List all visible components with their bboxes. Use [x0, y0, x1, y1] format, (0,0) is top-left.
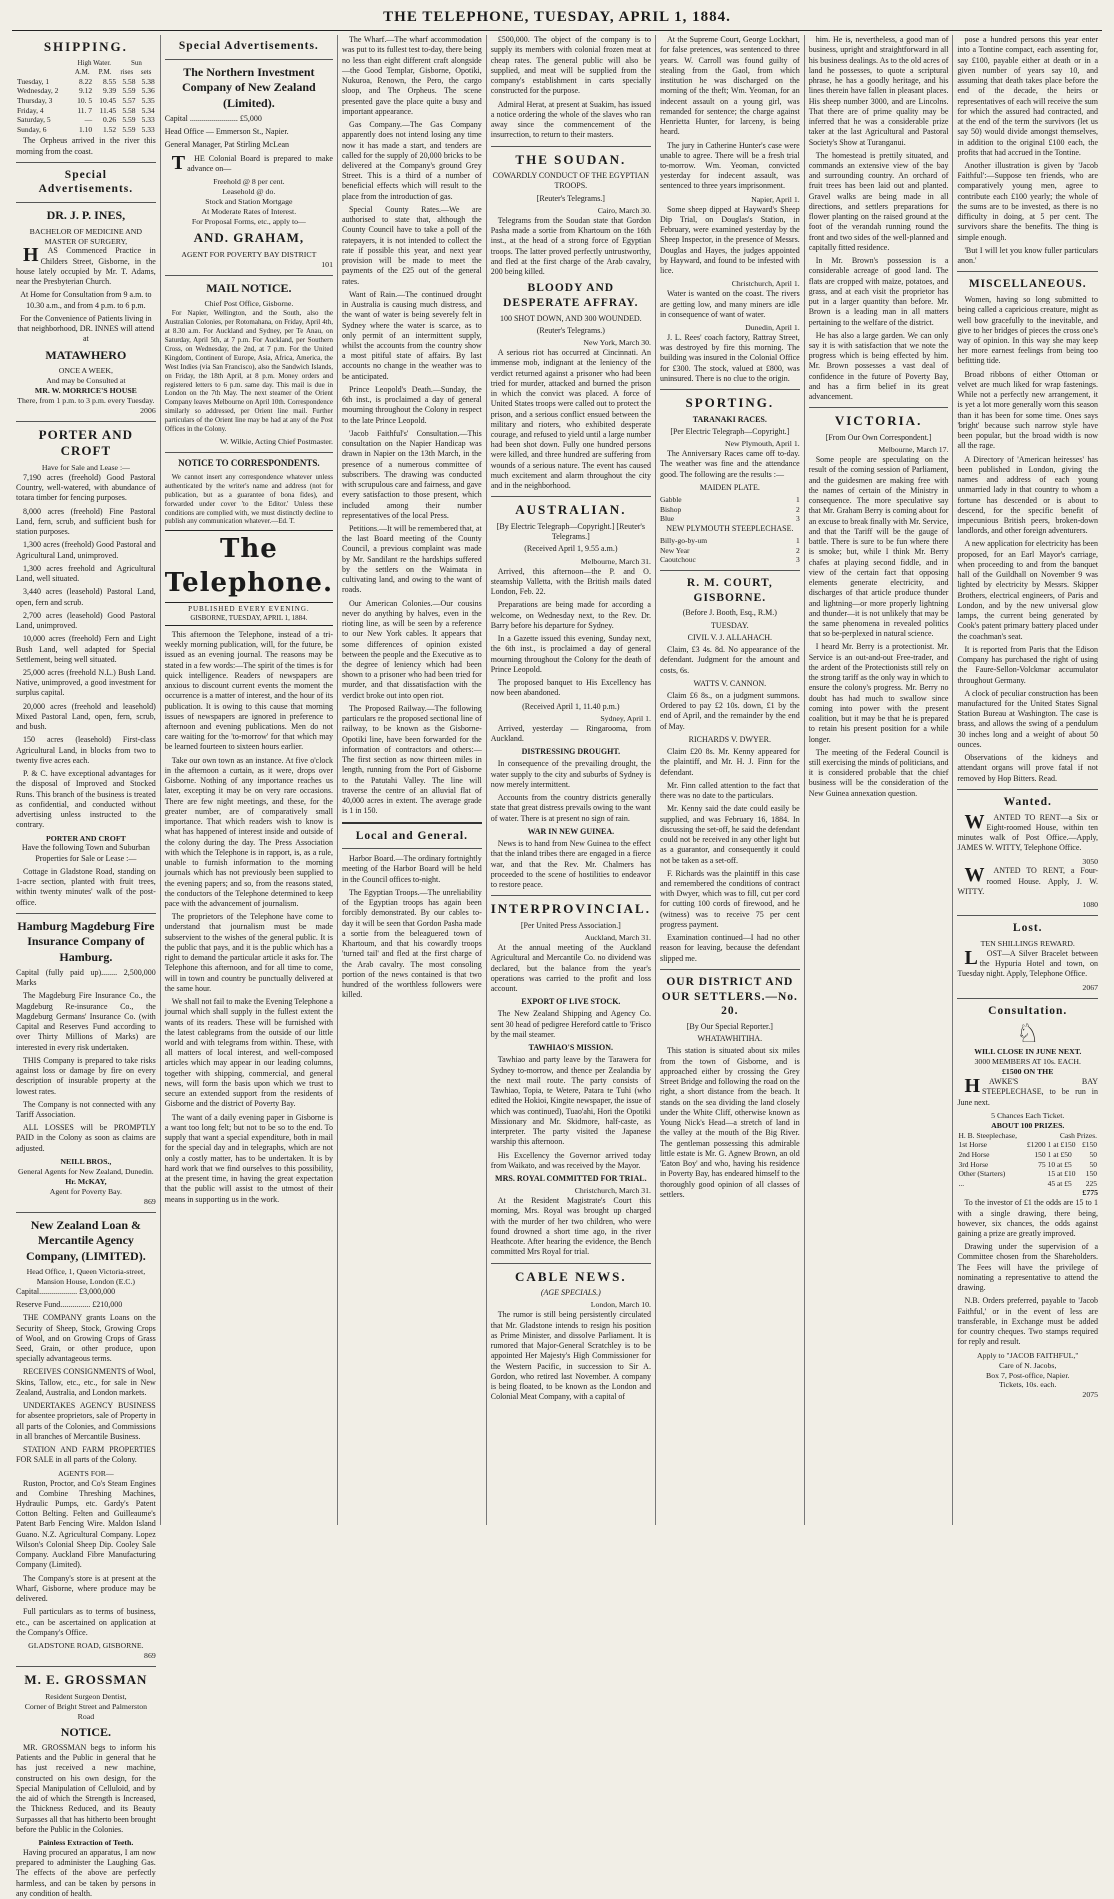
tide-row: Thursday, 3 10. 5 10.45 5.57 5.35	[17, 95, 155, 105]
tide-table: High Water. Sun A.M. P.M. rises sets Tuesday, 1 8.22 8.55 5.58 5.38 Wednesday, 2 9.12 9.39 5.59 5.36 Thursday, 3 10. 5 10.45 5.57 5.35 Friday, 4 11. 7 11.45 5.58 5.34 Saturday, 5 — 0.26 5.59 5.33 Sunday, 6 1.10 1.52 5.59 5.33	[17, 58, 155, 134]
porter-list-item: 20,000 acres (freehold and leasehold) Mixed Pastoral Land, open, fern, scrub, and bush.	[16, 701, 156, 732]
ines-hours: At Home for Consultation from 9 a.m. to 10.30 a.m., and from 4 p.m. to 6 p.m.	[20, 290, 152, 310]
editorial-p2: Take our own town as an instance. At five o'clock in the afternoon a curtain, as it were, drops over Gisborne. Nothing of any importance reaches us later, excepting it may be on very rare occasions. There are few night meetings, and these, for the greater number, are of comparatively small importance. That which readers wish to know is what has happened of interest inside and outside of the colony during the day. The Press Association with which the Telephone is in rapport, is, as a rule, unable to furnish information to the morning journals which has not previously been supplied to the evening papers; and so, from the reasons stated, the conductors of the Telephone determined to keep pace with the advancement of journalism.	[164, 755, 333, 908]
race-result-row: New Year 2	[659, 545, 800, 555]
tide-row: Friday, 4 11. 7 11.45 5.58 5.34	[17, 105, 155, 115]
porter-list-item: 8,000 acres (freehold) Fine Pastoral Land, fern, scrub, and sufficient bush for station purposes.	[16, 506, 156, 537]
wharf-para: The Wharf.—The wharf accommodation was put to its fullest test to-day, there being no less than eight different craft alongside—the Good Templar, Gisborne, Opotiki, Nukuroa, Renown, the Pero, the cargo sloop, and The Orpheus. The scene presented gave the place quite a busy and important appearance.	[341, 35, 482, 116]
mail-body: For Napier, Wellington, and the South, also the Australian Colonies, per Rotomahana, on Friday, April 4th, at 8.30 a.m. For Auckland and Sydney, per Te Anau, on Saturday, April 5th, at 7 p.m. For Auckland, per Southern Cross, on Wednesday, the 2nd, at 7 p.m. For the United Kingdom, Continent of Europe, Asia, Africa, America, the West Indies (via San Francisco), also the Sandwich Islands, on Friday, the 18th April, at 8 p.m. Money orders and registered letters to 6 p.m. same day. This mail is due in London on the 7th May. The next steamer of the Orient Company leaves Melbourne on April 10th. Correspondence similarly so addressed, per Orient line mail. Further particulars of the Orient line may be had at any of the Post Offices in the Colony.	[164, 308, 333, 434]
special-ads-2-heading: Special Advertisements.	[178, 40, 319, 53]
porter-notice: P. & C. have exceptional advantages for the disposal of Improved and Stocked Runs. This branch of the business is treated as confidential, and conducted without advertising unless instructed to the contrary.	[16, 769, 156, 830]
editorial-p5: The want of a daily evening paper in Gisborne is a want too long felt; but not to be so to the end. To supply that want a special expenditure, both in mail for the special day and in telegraphs, which are not only a costly matter, has to be undertaken. It is by hard work that we find ourselves to this possibility, at the present time, in having the great expectation that the public will assist to the utmost of their means in supporting us in the work.	[164, 1112, 333, 1204]
local-heading: Local and General.	[355, 829, 468, 842]
shipping-heading: SHIPPING.	[43, 39, 128, 55]
prize-row: Other (Starters) 15 at £10 150	[958, 1169, 1098, 1179]
porter-list-item: 3,440 acres (leasehold) Pastoral Land, open, fern and scrub.	[16, 587, 156, 607]
porter-list-item: 2,700 acres (leasehold) Good Pastoral Land, unimproved.	[16, 610, 156, 631]
special-ads-heading: Special Advertisements.	[38, 168, 134, 196]
maiden-results	[660, 495, 800, 524]
ines-title: BACHELOR OF MEDICINE AND MASTER OF SURGERY,	[29, 226, 143, 246]
column-3: The Wharf.—The wharf accommodation was put to its fullest test to-day, there being no less than eight different craft alongside—the Good Templar, Gisborne, Opotiki, Nukuroa, Renown, the Pero, the cargo sloop, and The Orpheus. The scene presented gave the place quite a busy and important appearance. Gas Company.—The Gas Company apparently does not intend losing any time now it has made a start, and tenders are called for the supply of 20,000 bricks to be delivered at the Company's ground Grey Street. This is a third of a number of beneficial effects which will result to the place from the introduction of gas. Special County Rates.—We are authorised to state that, although the County Council have to take a poll of the ratepayers, it is not intended to collect the rate if possible this year, and next year provision will be made to meet the payments of the £25 out of the general rates. Want of Rain.—The continued drought in Australia is causing much distress, and the want of water is being severely felt in Sydney where the water is scarce, as to only permit of an intermittent supply, whilst the accounts from the country show a most pitiful state of affairs. By last accounts no change in the weather was to be anticipated. Prince Leopold's Death.—Sunday, the 6th inst., is proclaimed a day of general mourning throughout the Colony in respect to the late Prince Leopold. 'Jacob Faithful's' Consultation.—This consultation on the Napier Handicap was drawn in Napier on the 13th March, in the presence of a numerous committee of subscribers. The drawing was conducted with scrupulous care and fairness, and gave every satisfaction to those present, which included among their number representatives of the local Press. Petitions.—It will be remembered that, at the last Board meeting of the County Council, a previous complaint was made by Mr. Sandilant re the hardships suffered by the settlers on the Waimata in cultivating land, and owing to the want of roads. Our American Colonies.—Our cousins never do anything by halves, even in the rioting line, as will be seen by a reference to our New York cables. It appears that some differences of opinion existed between the people and the Executive as to the degree of leniency which had been shown to a prisoner who had been tried for murder, and that dissatisfaction with the verdict broke out into open riot. The Proposed Railway.—The following particulars re the proposed sectional line of railway, to be known as the Gisborne-Opotiki line, have been forwarded for the information of contractors and others:—The first section as now thirteen miles in length, running from the Port of Gisborne to the Patutahi Valley. The line will traverse the centre of an alluvial flat of 40,000 acres in extent. The average grade is 1 in 150. Local and General. Harbor Board.—The ordinary fortnightly meeting of the Harbor Board will be held in the Council offices to-night. The Egyptian Troops.—The unreliability of the Egyptian troops has again been forcibly demonstrated. By our cables to-day it will be seen that Gordon Pasha made a sortie from the beleaguered town of Khartoum, and that his cowardly troops 'turned tail' and fled at the first charge of the Arab cavalry. The most consoling portion of the news contained is that two hundred of the worthless followers were killed.	[338, 35, 487, 1525]
sporting-heading: SPORTING.	[685, 395, 775, 411]
porter-list-item: 10,000 acres (freehold) Fern and Light Bush Land, well adapted for Special Settlement, being well situated.	[16, 634, 156, 664]
race-result-row: Blue 3	[659, 514, 800, 524]
shipping-note: The Orpheus arrived in the river this morning from the coast.	[16, 136, 156, 156]
race-result-row: Billy-go-by-um 1	[659, 536, 800, 546]
masthead	[12, 8, 1102, 31]
tide-row: Wednesday, 2 9.12 9.39 5.59 5.36	[17, 86, 155, 96]
correspondents-heading: NOTICE TO CORRESPONDENTS.	[178, 458, 320, 469]
editorial-p3: The proprietors of the Telephone have come to understand that journalism must be made subservient to the wishes of the general public. It is the public that pays, and it is the public which has a right to demand the particular article it asks for. The Telephone this afternoon, and for all time to come, will in town and country be punctually delivered at the same hour.	[164, 912, 333, 993]
race-result-row: Bishop 2	[659, 504, 800, 514]
tide-row: Saturday, 5 — 0.26 5.59 5.33	[17, 115, 155, 125]
porter-list-item: 7,190 acres (freehold) Good Pastoral Country, well-watered, with abundance of totara timber for fencing purposes.	[16, 473, 156, 503]
telephone-banner: The Telephone.	[165, 530, 333, 603]
hamburg-name: Hamburg Magdeburg Fire Insurance Company of Hamburg.	[17, 918, 155, 964]
bloody-heading: BLOODY AND DESPERATE AFFRAY.	[503, 282, 639, 309]
editorial-p4: We shall not fail to make the Evening Telephone a journal which shall supply in the fullest extent the wants of its readers. These will be furnished with the latest cablegrams from the outside of our little world and with telegrams from within. These, with all matters of local interest, and well-composed articles which may appear in our leading columns, together with shipping, commercial, and general news, will form the basis upon which we trust to secure an extended support from the residents of Gisborne and the district of Poverty Bay.	[164, 997, 333, 1109]
porter-list-item: 150 acres (leasehold) First-class Agricultural Land, in blocks from two to twenty five acres each.	[16, 735, 156, 765]
cable-heading: CABLE NEWS.	[515, 1268, 627, 1284]
prize-row: 2nd Horse 150 1 at £50 50	[958, 1149, 1098, 1159]
lost-heading: Lost.	[1012, 922, 1043, 935]
masthead-title: THE TELEPHONE, TUESDAY, APRIL 1, 1884.	[383, 9, 731, 25]
rm-court-heading: R. M. COURT, GISBORNE.	[686, 576, 773, 604]
editorial-p1: This afternoon the Telephone, instead of a tri-weekly morning publication, will, for the future, be issued as an evening journal. The reasons may be stated in a few words:—The spirit of the times is for quick intelligence. Readers of newspapers are anxious to discount current events the moment the occurrence is a matter of interest, and the hour of its publication. It is owing to this cause that morning issues of newspapers are ignored in preference to afternoon and evening publications. Men do not care waiting for the 'to-morrow' for that which may be learned fourteen to sixteen hours earlier.	[164, 629, 333, 752]
mail-heading: MAIL NOTICE.	[206, 280, 292, 295]
ines-body: HAS Commenced Practice in Childers Street, Gisborne, in the house lately occupied by Mr. T. Adams, near the Presbyterian Church.	[16, 244, 156, 287]
nia-name: The Northern Investment Company of New Zealand (Limited).	[182, 64, 316, 110]
matawhero: MATAWHERO	[45, 347, 127, 362]
consultation-heading: Consultation.	[988, 1004, 1068, 1017]
nzloan-name: New Zealand Loan & Mercantile Agency Company, (LIMITED).	[26, 1217, 146, 1263]
prize-row: 1st Horse £1200 1 at £150 £150	[958, 1140, 1098, 1150]
misc-heading: MISCELLANEOUS.	[968, 278, 1087, 291]
porter-list-item: 1,300 acres (freehold) Good Pastoral and Agricultural Land, unimproved.	[16, 540, 156, 560]
interprovincial-heading: INTERPROVINCIAL.	[490, 901, 651, 917]
column-1: SHIPPING. High Water. Sun A.M. P.M. rises sets Tuesday, 1 8.22 8.55 5.58 5.38 Wednesday, 2 9.12 9.39 5.59 5.36 Thursday, 3 10. 5 10.45 5.57 5.35 Friday, 4 11. 7 11.45 5.58 5.34 Saturday, 5 — 0.26 5.59 5.33 Sunday, 6 1.10 1.52 5.59 5.33 The Orpheus arrived in the river this morning from the coast. Special Advertisements. DR. J. P. INES, BACHELOR OF MEDICINE AND MASTER OF SURGERY, HAS Commenced Practice in Childers Street, Gisborne, in the house lately occupied by Mr. T. Adams, near the Presbyterian Church. At Home for Consultation from 9 a.m. to 10.30 a.m., and from 4 p.m. to 6 p.m. For the Convenience of Patients living in that neighborhood, DR. INNES will attend at MATAWHERO ONCE A WEEK, And may be Consulted at MR. W. MORRICE'S HOUSE There, from 1 p.m. to 3 p.m. every Tuesday. 2006 PORTER AND CROFT Have for Sale and Lease :— 7,190 acres (freehold) Good Pastoral Country, well-watered, with abundance of totara timber for fencing purposes. 8,000 acres (freehold) Fine Pastoral Land, fern, scrub, and sufficient bush for station purposes. 1,300 acres (freehold) Good Pastoral and Agricultural Land, unimproved. 1,300 acres freehold and Agricultural Land, well situated. 3,440 acres (leasehold) Pastoral Land, open, fern and scrub. 2,700 acres (leasehold) Good Pastoral Land, unimproved. 10,000 acres (freehold) Fern and Light Bush Land, well adapted for Special Settlement, being well situated. 25,000 acres (freehold N.L.) Bush Land. Native, unimproved, a good investment for surplus capital. 20,000 acres (freehold and leasehold) Mixed Pastoral Land, open, fern, scrub, and bush. 150 acres (leasehold) First-class Agricultural Land, in blocks from two to twenty five acres each. P. & C. have exceptional advantages for the disposal of Improved and Stocked Runs. This branch of the business is treated as confidential, and conducted without advertising unless instructed to the contrary. PORTER AND CROFT Have the following Town and Suburban Properties for Sale or Lease :— Cottage in Gladstone Road, standing on 1-acre section, planted with fruit trees, within twenty minutes' walk of the post-office. Hamburg Magdeburg Fire Insurance Company of Hamburg. Capital (fully paid up)........ 2,500,000 Marks The Magdeburg Fire Insurance Co., the Magdeburg Re-insurance Co., the Magdeburg Germans' Insurance Co. (with Capital and Reserves Fund according to over Thirty Millions of Marks) are interested in every risk undertaken. THIS Company is prepared to take risks against loss or damage by fire on every description of insurable property at the lowest rates. The Company is not connected with any Tariff Association. ALL LOSSES will be PROMPTLY PAID in the Colony as soon as claims are adjusted. NEILL BROS., General Agents for New Zealand, Dunedin. Hr. McKAY, Agent for Poverty Bay. 869 New Zealand Loan & Mercantile Agency Company, (LIMITED). Head Office, 1, Queen Victoria-street, Mansion House, London (E.C.) Capital................... £3,000,000 Reserve Fund............... £210,000 THE COMPANY grants Loans on the Security of Sheep, Stock, Growing Crops of Wool, and on Growing Crops of Grass Seed, Grain, or other produce, upon specially advantageous terms. RECEIVES CONSIGNMENTS of Wool, Skins, Tallow, etc., etc., for sale in New Zealand, Australia, and London markets. UNDERTAKES AGENCY BUSINESS for absentee proprietors, sale of Property in all parts of the Colonies, and Commissions in all branches of Mercantile Business. STATION AND FARM PROPERTIES FOR SALE in all parts of the Colony. AGENTS FOR— Ruston, Proctor, and Co's Steam Engines and Combine Threshing Machines, Hydraulic Pumps, etc. Gardy's Patent Cotton Belting. Felten and Guilleaume's Patent Barb Fencing Wire. Maldon Island Guano. N.Z. Agricultural Company. Lopez Wilson's Colonial Sheep Dip. Cooley Sale Company. Auckland Fibre Manufacturing Company (Limited). The Company's store is at present at the Wharf, Gisborne, where produce may be delivered. Full particulars as to terms of business, etc., can be ascertained on application at the Company's Office. GLADSTONE ROAD, GISBORNE. 869 M. E. GROSSMAN Resident Surgeon Dentist, Corner of Bright Street and Palmerston Road NOTICE. MR. GROSSMAN begs to inform his Patients and the Public in general that he has just received a new machine, constructed on his own design, for the Special Manipulation of Celluloid, and by the aid of which the Strength is Increased, the Thickness Reduced, and its Beauty Surpasses all that has hitherto been brought before the Public in the Colonies. Painless Extraction of Teeth. Having procured an apparatus, I am now prepared to administer the Laughing Gas. The effects of the above are perfectly harmless, and can be taken by persons in any condition of health.	[12, 35, 161, 1525]
porter-items	[16, 473, 156, 766]
wanted-heading: Wanted.	[1003, 795, 1052, 808]
district-heading: OUR DISTRICT AND OUR SETTLERS.—No. 20.	[661, 975, 798, 1018]
ines-matawhero: For the Convenience of Patients living in that neighborhood, DR. INNES will attend at	[17, 313, 155, 344]
column-6: him. He is, nevertheless, a good man of business, upright and straightforward in all his business dealings. As to the old acres of land he possesses, to quote a scriptural phrase, he has a goodly heritage, and his lines therein have fallen in pleasant places. His sheep number 3000, and are Lincolns. That there are of prime quality may be inferred that he was a considerable prize taker at the last Agricultural and Pastoral Society's Show at Turanganui. The homestead is prettily situated, and commands an extensive view of the bay and surrounding country. An orchard of fruit trees has been laid out and planted. Gravel walks are being made in all directions, and settlers preparations for flower planting on the raised ground at the foot of the verandah running round the front and two sides of the well-planned and capitally fitted residence. In Mr. Brown's possession is a considerable acreage of good land. The flats are cropped with maize, potatoes, and grass, and at each visit the proprietor has put in a larger quantity than before. Mr. Brown is a leading man in all matters pertaining to the welfare of the district. He has also a large garden. We can only say it is with satisfaction that we note the progress which is being effected by him. Mr. Brown possesses a vast deal of confidence in the future of Poverty Bay, and has a firm belief in its great advancement. VICTORIA. [From Our Own Correspondent.] Melbourne, March 17. Some people are speculating on the result of the coming session of Parliament, and the guidesmen are making free with the names of certain of the Ministry in consequence. The more speculative say that Mr. Graham Berry is coming about for an excuse to break finally with Mr. Service, and that the Tariff will be the gauge of battle. There is sure to be fun where there is smoke; but, while I think Mr. Berry chafes at playing second fiddle, and in view of the certain fact that opposing elements generate electricity, and discharges of that article produce thunder and lightning—or more properly lightning and thunder—it is not unlikely that may be the same phenomena in revealed politics that so be-perplexed in natural science. I heard Mr. Berry is a protectionist. Mr. Service is an out-and-out Free-trader, and the ardent of the Protectionists still rely on the strong tariff as the only way in which to ensure the colony's progress. Mr. Berry no doubt has had much to swallow since coming into power with the present coalition, but it may be that he is prepared to retain his present position for a while longer. The meeting of the Federal Council is still exercising the minds of politicians, and it is considered probable that the chief business will be the consideration of the New Guinea annexation question.	[805, 35, 954, 1525]
prize-row: ... 45 at £5 225	[958, 1178, 1098, 1188]
steeple-results	[660, 536, 800, 565]
horse-engraving-icon: ♘	[1016, 1019, 1040, 1049]
tide-row: Tuesday, 1 8.22 8.55 5.58 5.38	[17, 76, 155, 86]
porter-list-item: 1,300 acres freehold and Agricultural Land, well situated.	[16, 563, 156, 584]
tide-row: Sunday, 6 1.10 1.52 5.59 5.33	[17, 124, 155, 134]
grossman-name: M. E. GROSSMAN	[24, 1671, 148, 1687]
soudan-heading: THE SOUDAN.	[515, 151, 627, 167]
prize-table: H. B. Steeplechase, Cash Prizes. 1st Horse £1200 1 at £150 £150 2nd Horse 150 1 at £50 50 3rd Horse 75 10 at £5 50 Other (Starters) 15 at £10 150 ... 45 at £5 225	[958, 1130, 1098, 1188]
banner-date: GISBORNE, TUESDAY, APRIL 1, 1884.	[165, 614, 333, 626]
porter-list-item: 25,000 acres (freehold N.L.) Bush Land. Native, unimproved, a good investment for surplus capital.	[16, 668, 156, 698]
victoria-heading: VICTORIA.	[834, 413, 923, 429]
columns	[12, 35, 1102, 1898]
column-5: At the Supreme Court, George Lockhart, for false pretences, was sentenced to three years. W. Carroll was found guilty of stealing from the Gaol, from which institution he was discharged on the morning of the theft; Wm. Yeoman, for an indecent assault on a young girl, was remanded for sentence; the charge against Henrietta Hunter, for larceny, is being heard. The jury in Catherine Hunter's case were unable to agree. There will be a fresh trial to-morrow. Wm. Yeoman, convicted yesterday for indecent assault, was sentenced to three years imprisonment. Napier, April 1. Some sheep dipped at Hayward's Sheep Dip Trial, on Douglas's Station, in February, were examined yesterday by the Sheep Inspector, in the presence of Messrs. Douglas and Hayes, the judges appointed by Hayward, and found to be infested with lice. Christchurch, April 1. Water is wanted on the coast. The rivers are getting low, and many miners are idle in consequence of want of water. Dunedin, April 1. J. L. Rees' coach factory, Rattray Street, was destroyed by fire this morning. The building was insured in the Colonial Office for £300. The stock, valued at £800, was uninsured. There is no clue to the origin. SPORTING. TARANAKI RACES. [Per Electric Telegraph—Copyright.] New Plymouth, April 1. The Anniversary Races came off to-day. The weather was fine and the attendance good. The following are the results :— MAIDEN PLATE. Gabble 1 Bishop 2 Blue 3 NEW PLYMOUTH STEEPLECHASE. Billy-go-by-um 1 New Year 2 Caoutchouc 3 R. M. COURT, GISBORNE. (Before J. Booth, Esq., R.M.) TUESDAY. CIVIL V. J. ALLAHACH. Claim, £3 4s. 8d. No appearance of the defendant. Judgment for the amount and costs, 6s. WATTS V. CANNON. Claim £6 8s., on a judgment summons. Ordered to pay £2 10s. down, £1 by the end of April, and the remainder by the end of May. RICHARDS V. DWYER. Claim £20 8s. Mr. Kenny appeared for the plaintiff, and Mr. H. J. Finn for the defendant. Mr. Finn called attention to the fact that there was no date to the particulars. Mr. Kenny said the date could easily be supplied, and was February 16, 1884. In discussing the set-off, he said the defendant could not be received in any other light but as a guarantor, and consequently it could not be taken as a set-off. F. Richards was the plaintiff in this case and remembered the conditions of contract with Dwyer, which was to fill, cut per cord for cutting 100 cords of firewood, and he (witness) was to receive 75 per cent progress payment. Examination continued—I had no other reason for leaving, because the defendant slipped me. OUR DISTRICT AND OUR SETTLERS.—No. 20. [By Our Special Reporter.] WHATAWHITIHA. This station is situated about six miles from the town of Gisborne, and is approached either by crossing the Grey Street Bridge and following the road on the right, a short distance from the beach. It stands on the sea dividing the land closely under the White Cliff, otherwise known as Young Nick's Head—a stretch of land in the valley at the mouth of the Big River. The gentleman possessing this admirable little estate is Mr. G. Agnew Brown, an old 'Eaton Boy' and who, having his residence in Poverty Bay, has endeared himself to the thoroughly good opinion of all classes of settlers.	[656, 35, 805, 1525]
australian-heading: AUSTRALIAN.	[515, 502, 627, 518]
column-2: Special Advertisements. The Northern Investment Company of New Zealand (Limited). Capital ........................ £5,000 Head Office — Emmerson St., Napier. General Manager, Pat Stirling McLean THE Colonial Board is prepared to make advance on— Freehold @ 8 per cent. Leasehold @ do. Stock and Station Mortgage At Moderate Rates of Interest. For Proposal Forms, etc., apply to— AND. GRAHAM, AGENT FOR POVERTY BAY DISTRICT 101 MAIL NOTICE. Chief Post Office, Gisborne. For Napier, Wellington, and the South, also the Australian Colonies, per Rotomahana, on Friday, April 4th, at 8.30 a.m. For Auckland and Sydney, per Te Anau, on Saturday, April 5th, at 7 p.m. For Auckland, per Southern Cross, on Wednesday, the 2nd, at 7 p.m. For the United Kingdom, Continent of Europe, Asia, Africa, America, the West Indies (via San Francisco), also the Sandwich Islands, on Friday, the 18th April, at 8 p.m. Money orders and registered letters to 6 p.m. same day. This mail is due in London on the 7th May. The next steamer of the Orient Company leaves Melbourne on April 10th. Correspondence similarly so addressed, per Orient line mail. Further particulars of the Orient line may be had at any of the Post Offices in the Colony. W. Wilkie, Acting Chief Postmaster. NOTICE TO CORRESPONDENTS. We cannot insert any correspondence whatever unless authenticated by the writer's name and address (not for publication, but as a guarantee of bona fides), and forwarded under cover 'to the Editor.' Unless these conditions are complied with, we must distinctly decline to publish any communication whatever.—Ed. T. The Telephone. PUBLISHED EVERY EVENING. GISBORNE, TUESDAY, APRIL 1, 1884. This afternoon the Telephone, instead of a tri-weekly morning publication, will, for the future, be issued as an evening journal. The reasons may be stated in a few words:—The spirit of the times is for quick intelligence. Readers of newspapers are anxious to discount current events the moment the occurrence is a matter of interest, and the hour of its publication. It is owing to this cause that morning issues of newspapers are ignored in preference to afternoon and evening publications. Men do not care waiting for the 'to-morrow' for that which may be learned fourteen to sixteen hours earlier. Take our own town as an instance. At five o'clock in the afternoon a curtain, as it were, drops over Gisborne. Nothing of any importance reaches us later, excepting it may be on very rare occasions. There are few night meetings, and these, for the greater number, are of comparatively small importance. That which readers wish to know is what has happened of interest inside and outside of the colony during the day. The Press Association with which the Telephone is in rapport, is, as a rule, unable to furnish information to the morning journals which has not previously been supplied to the evening papers; and so, from the reasons stated, the conductors of the Telephone determined to keep pace with the advancement of journalism. The proprietors of the Telephone have come to understand that journalism must be made subservient to the wishes of the general public. It is the public that pays, and it is the public which has a right to demand the particular article it asks for. The Telephone this afternoon, and for all time to come, will in town and country be punctually delivered at the same hour. We shall not fail to make the Evening Telephone a journal which shall supply in the fullest extent the wants of its readers. These will be furnished with the latest cablegrams from the outside of our little world and with telegrams from within. These, with all matters of local interest, and well-composed articles which may appear in our leading columns, together with shipping, commercial, and general news, will form the basis upon which we trust to secure an extended support from the residents of Gisborne and the district of Poverty Bay. The want of a daily evening paper in Gisborne is a want too long felt; but not to be so to the end. To supply that want a special expenditure, both in mail for the special day and in telegraphs, which are not only a costly matter, has to be undertaken. It is by hard work that we find ourselves to this possibility, at the present time, in having the great expectation that the public will assist to the utmost of their means in supporting us in the work.	[161, 35, 338, 1525]
porter-name: PORTER AND CROFT	[38, 426, 134, 459]
race-result-row: Caoutchouc 3	[659, 555, 800, 565]
ines-name: DR. J. P. INES,	[46, 208, 126, 223]
race-result-row: Gabble 1	[659, 495, 800, 505]
column-4: £500,000. The object of the company is to supply its members with colonial frozen meat at cheap rates. The general public will also be supplied, and meat will be supplied from the company's establishment in carts specially constructed for the purpose. Admiral Herat, at present at Suakim, has issued a notice ordering the whole of the slaves who ran away since the commencement of the insurrection, to return to their masters. THE SOUDAN. COWARDLY CONDUCT OF THE EGYPTIAN TROOPS. [Reuter's Telegrams.] Cairo, March 30. Telegrams from the Soudan state that Gordon Pasha made a sortie from Khartoum on the 16th inst., at the head of a strong force of Egyptian troops. The latter proved perfectly untrustworthy, and fled at the first charge of the Arab cavalry, 200 being killed. BLOODY AND DESPERATE AFFRAY. 100 SHOT DOWN, AND 300 WOUNDED. (Reuter's Telegrams.) New York, March 30. A serious riot has occurred at Cincinnati. An immense mob, indignant at the leniency of the verdict returned against a prisoner who had been tried for murder, attacked and burned the prison in which the convict was placed. A force of United States troops were called out to protect the prison, and a serious conflict ensued between the military and rioters, who exhibited desperate courage, and refused to yield until a large number had been shot down. Fully one hundred persons were killed, and three hundred are suffering from wounds of a serious nature. The event has caused much excitement and alarm throughout the city and in the neighborhood. AUSTRALIAN. [By Electric Telegraph—Copyright.] [Reuter's Telegrams.] (Received April 1, 9.55 a.m.) Melbourne, March 31. Arrived, this afternoon—the P. and O. steamship Valletta, with the British mails dated London, Feb. 22. Preparations are being made for according a welcome, on Wednesday next, to the Rev. Dr. Barry before his departure for Sydney. In a Gazette issued this evening, Sunday next, the 6th inst., is proclaimed a day of general mourning throughout the Colony for the death of Prince Leopold. The proposed banquet to His Excellency has now been abandoned. (Received April 1, 11.40 p.m.) Sydney, April 1. Arrived, yesterday — Ringarooma, from Auckland. DISTRESSING DROUGHT. In consequence of the prevailing drought, the water supply to the city and suburbs of Sydney is now merely intermittent. Accounts from the country districts generally state that great distress prevails owing to the want of water. There is at present no sign of rain. WAR IN NEW GUINEA. News is to hand from New Guinea to the effect that the inland tribes there are engaged in a fierce war, and that the Rev. Mr. Chalmers has proceeded to the scene of hostilities to endeavor to restore peace. INTERPROVINCIAL. [Per United Press Association.] Auckland, March 31. At the annual meeting of the Auckland Agricultural and Mercantile Co. no dividend was declared, but the balance from the year's operations was carried to the profit and loss account. EXPORT OF LIVE STOCK. The New Zealand Shipping and Agency Co. sent 30 head of pedigree Hereford cattle to 'Frisco by the mail steamer. TAWHIAO'S MISSION. Tawhiao and party leave by the Tarawera for Sydney to-morrow, and thence per Zealandia by the next mail route. The party consists of Tawhiao, Topia, te Wetere, Patara te Tuhi (who edited the Hokioi, Kingite newspaper, the issue of which was continued), Tuao'ahi, Hori the Opotiki Missionary and Mr. Skidmore, half-caste, as interpreter. The party visited the Japanese warship this afternoon. His Excellency the Governor arrived today from Waikato, and was received by the Mayor. MRS. ROYAL COMMITTED FOR TRIAL. Christchurch, March 31. At the Resident Magistrate's Court this morning, Mrs. Royal was brought up charged with the murder of her two children, who were found drowned a short time ago, in the river Heathcote. After hearing the evidence, the Bench committed Mrs Royal for trial. CABLE NEWS. (AGE SPECIALS.) London, March 10. The rumor is still being persistently circulated that Mr. Gladstone intends to resign his position as Prime Minister, and dissolve Parliament. It is rumored that Major-General Scratchley is to be appointed Her Majesty's High Commissioner for the Western Pacific, in succession to Sir A. Gordon, who retired last November. A company is being floated, to be known as the London and Colonial Meat Company, with a capital of	[487, 35, 656, 1525]
prize-row: 3rd Horse 75 10 at £5 50	[958, 1159, 1098, 1169]
column-7: pose a hundred persons this year enter into a Tontine compact, each assenting for, say £100, payable either at death or in a given number of years say 10, and assuming that death takes place before the end of the decade, the heirs or representatives of each will receive the sum for which the assured had contracted, and at the end of the term the survivors (let us say 50) would divide amongst themselves, in addition to the original £100 each, the profits that had accrued in the Tontine. Another illustration is given by 'Jacob Faithful':—Suppose ten friends, who are comparatively young men, agree to contribute each £100 yearly; the whole of the sums are to be invested, as there is no difficulty in doing, at 5 per cent. The survivors share the benefits. The thing is simple enough. 'But I will let you know fuller particulars anon.' MISCELLANEOUS. Women, having so long submitted to being called a capricious creature, might as well bow gracefully to the inevitable, and give to her bridges of pieces the cross one's way of opinion. In this way she may keep her more earnest feelings from being too befitting tide. Broad ribbons of either Ottoman or velvet are much liked for wrap fastenings. While not a perfectly new arrangement, it is yet a lot more generally worn this season than it has been for some time. Ones says 'bright' because such narrow style have been popular, but the broad width is now all the rage. A Directory of 'American heiresses' has been published in London, giving the names and address of each young unmarried lady in that country to whom a fortune has descended or is about to descend, for the specific benefit of impecunious British peers, broken-down landlords, and other foreign adventurers. A new application for electricity has been proposed, for an Earl Mayor's carriage, when proceeding to and from the banquet hall of the Guildhall on November 9 was lighted by electricity by Messrs. Skipper Brothers, electrical engineers, of Paris and London, and by the new universal glow lamps, the current being generated by Cook's patent primary battery placed under the coachman's seat. It is reported from Paris that the Edison Company has purchased the right of using the Faure-Sellon-Volckmar accumulator throughout Germany. A clock of peculiar construction has been manufactured for the United States Signal Station Bureau at Washington. The case is brass, and allows the swing of a pendulum 30 inches long and a weight of about 50 ounces. Observations of the kidneys and attendant organs will prove fatal if not removed by Hop Bitters. Read. Wanted. WANTED TO RENT—a Six or Eight-roomed House, within ten minutes walk of Post Office.—Apply, JAMES W. WITTY, Telephone Office. 3050 WANTED TO RENT, a Four-roomed House. Apply, J. W. WITTY. 1080 Lost. TEN SHILLINGS REWARD. LOST—A Silver Bracelet between the Hypuria Hotel and town, on Tuesday night. Apply, Telephone Office. 2067 Consultation. ♘ WILL CLOSE IN JUNE NEXT. 3000 MEMBERS AT 10s. EACH. £1500 ON THE HAWKE'S BAY STEEPLECHASE, to be run in June next. 5 Chances Each Ticket. ABOUT 100 PRIZES. H. B. Steeplechase, Cash Prizes. 1st Horse £1200 1 at £150 £150 2nd Horse 150 1 at £50 50 3rd Horse 75 10 at £5 50 Other (Starters) 15 at £10 150 ... 45 at £5 225 £775 To the investor of £1 the odds are 15 to 1 with a single drawing, there being, however, six chances, the odds against gaining a prize are greatly improved. Drawing under the supervision of a Committee chosen from the Shareholders. The Fees will have the privilege of nominating a representative to attend the drawing. N.B. Orders preferred, payable to 'Jacob Faithful,' or in the event of less are transferable, in Exchange must be added for country cheques. Two stamps required for reply and result. Apply to "JACOB FAITHFUL," Care of N. Jacobs, Box 7, Post-office, Napier. Tickets, 10s. each. 2075	[957, 35, 1099, 1400]
